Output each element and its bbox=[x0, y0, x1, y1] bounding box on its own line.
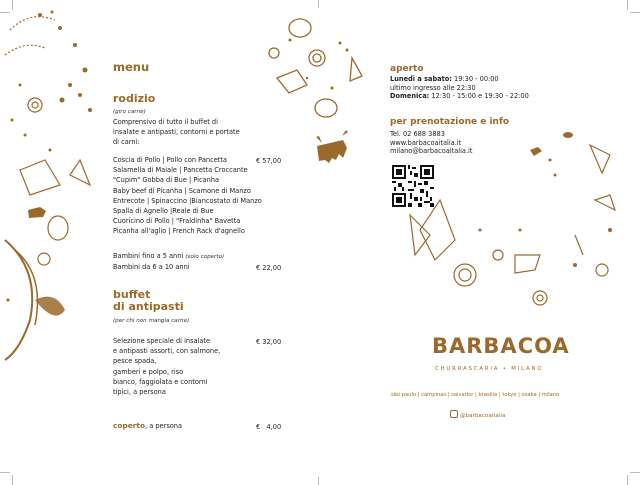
aperto-line-2: ultimo ingresso alle 22:30 bbox=[390, 83, 476, 92]
coperto-label: coperto bbox=[113, 421, 146, 430]
kids-price: € 22,00 bbox=[256, 264, 282, 272]
aperto-line-3-value: 12:30 - 15:00 e 19:30 - 22:00 bbox=[429, 92, 529, 101]
list-item: Salamella di Maiale | Pancetta Croccante bbox=[113, 166, 248, 175]
list-item: Entrecote | Spinaccino |Biancostato di Manzo bbox=[113, 196, 262, 205]
aperto-heading: aperto bbox=[390, 64, 424, 74]
list-item: "Cupim" Gobba di Bue | Picanha bbox=[113, 176, 220, 185]
coperto-suffix: , a persona bbox=[145, 422, 183, 430]
coperto-line bbox=[113, 421, 182, 430]
rodizio-items bbox=[113, 155, 262, 237]
website-link[interactable]: www.barbacoaitalia.it bbox=[390, 138, 462, 147]
brand-subtitle: CHURRASCARIA • MILANO bbox=[435, 366, 544, 372]
list-item: bianco, faggiolata e contorni bbox=[113, 377, 208, 386]
rodizio-intro-line: di carni: bbox=[113, 138, 140, 147]
kids-line-1-text: Bambini fino a 5 anni bbox=[113, 252, 184, 260]
rodizio-note: (giro carne) bbox=[113, 109, 146, 115]
buffet-price: € 32,00 bbox=[256, 338, 282, 346]
kids-line-1 bbox=[113, 251, 224, 262]
kids-line-1-note: (solo coperto) bbox=[185, 254, 225, 260]
list-item: Baby beef di Picanha | Scamone di Manzo bbox=[113, 186, 251, 195]
list-item: gamberi e polpo, riso bbox=[113, 367, 184, 376]
list-item: Coscia di Pollo | Pollo con Pancetta bbox=[113, 156, 227, 164]
buffet-heading-line-1: buffet bbox=[113, 288, 151, 301]
aperto-line-1-value: 19:30 - 00:00 bbox=[451, 75, 499, 83]
aperto-hours bbox=[390, 75, 529, 101]
barbacoa-logo: BARBACOA bbox=[432, 334, 570, 358]
menu-title: menu bbox=[113, 60, 150, 74]
aperto-line-3 bbox=[390, 92, 529, 101]
kids-line-2: Bambini da 6 a 10 anni bbox=[113, 263, 190, 271]
instagram-handle-text: @barbacoaitalia bbox=[460, 413, 506, 419]
fold-mark bbox=[318, 477, 319, 485]
rodizio-heading: rodizio bbox=[113, 92, 156, 105]
decorative-illustration-left bbox=[0, 0, 110, 420]
list-item: Cuoricino di Pollo | "Fraldinha" Bavetta bbox=[113, 217, 241, 226]
list-item: pesce spada, bbox=[113, 357, 157, 366]
buffet-items bbox=[113, 336, 220, 397]
contact-info bbox=[390, 130, 472, 156]
instagram-handle[interactable] bbox=[450, 410, 506, 419]
fold-mark bbox=[318, 0, 319, 8]
instagram-icon bbox=[450, 410, 458, 418]
prenotazione-heading: per prenotazione e info bbox=[390, 117, 510, 127]
rodizio-price: € 57,00 bbox=[256, 157, 282, 165]
aperto-line-1 bbox=[390, 75, 529, 84]
decorative-illustration-center bbox=[262, 8, 370, 173]
rodizio-intro bbox=[113, 117, 240, 148]
list-item: Spalla di Agnello |Reale di Bue bbox=[113, 207, 214, 216]
crop-mark bbox=[627, 0, 628, 10]
rodizio-intro-line: insalate e antipasti, contorni e portate bbox=[113, 128, 240, 137]
email-link[interactable]: milano@barbacoaitalia.it bbox=[390, 147, 473, 156]
aperto-line-3-label: Domenica: bbox=[390, 92, 430, 101]
buffet-heading bbox=[113, 289, 184, 313]
crop-mark bbox=[630, 12, 640, 13]
rodizio-intro-line: Comprensivo di tutto il buffet di bbox=[113, 118, 218, 126]
coperto-price: € 4,00 bbox=[256, 423, 282, 431]
crop-mark bbox=[12, 475, 13, 485]
list-item: tipici, a persona bbox=[113, 388, 166, 397]
crop-mark bbox=[0, 472, 10, 473]
crop-mark bbox=[627, 475, 628, 485]
list-item: Picanha all'aglio | French Rack d'agnello bbox=[113, 227, 245, 236]
list-item: e antipasti assorti, con salmone, bbox=[113, 347, 221, 356]
qr-code[interactable] bbox=[392, 165, 434, 207]
crop-mark bbox=[630, 472, 640, 473]
buffet-note: (per chi non mangia carne) bbox=[113, 318, 190, 324]
phone-text: Tel. 02 688 3883 bbox=[390, 130, 445, 138]
buffet-heading-line-2: di antipasti bbox=[113, 300, 184, 313]
cities-list: são paulo | campinas | salvador | brasília | tokyo | osaka | milano bbox=[391, 392, 560, 398]
list-item: Selezione speciale di insalate bbox=[113, 337, 211, 345]
aperto-line-1-label: Lunedì a sabato: bbox=[390, 75, 452, 83]
